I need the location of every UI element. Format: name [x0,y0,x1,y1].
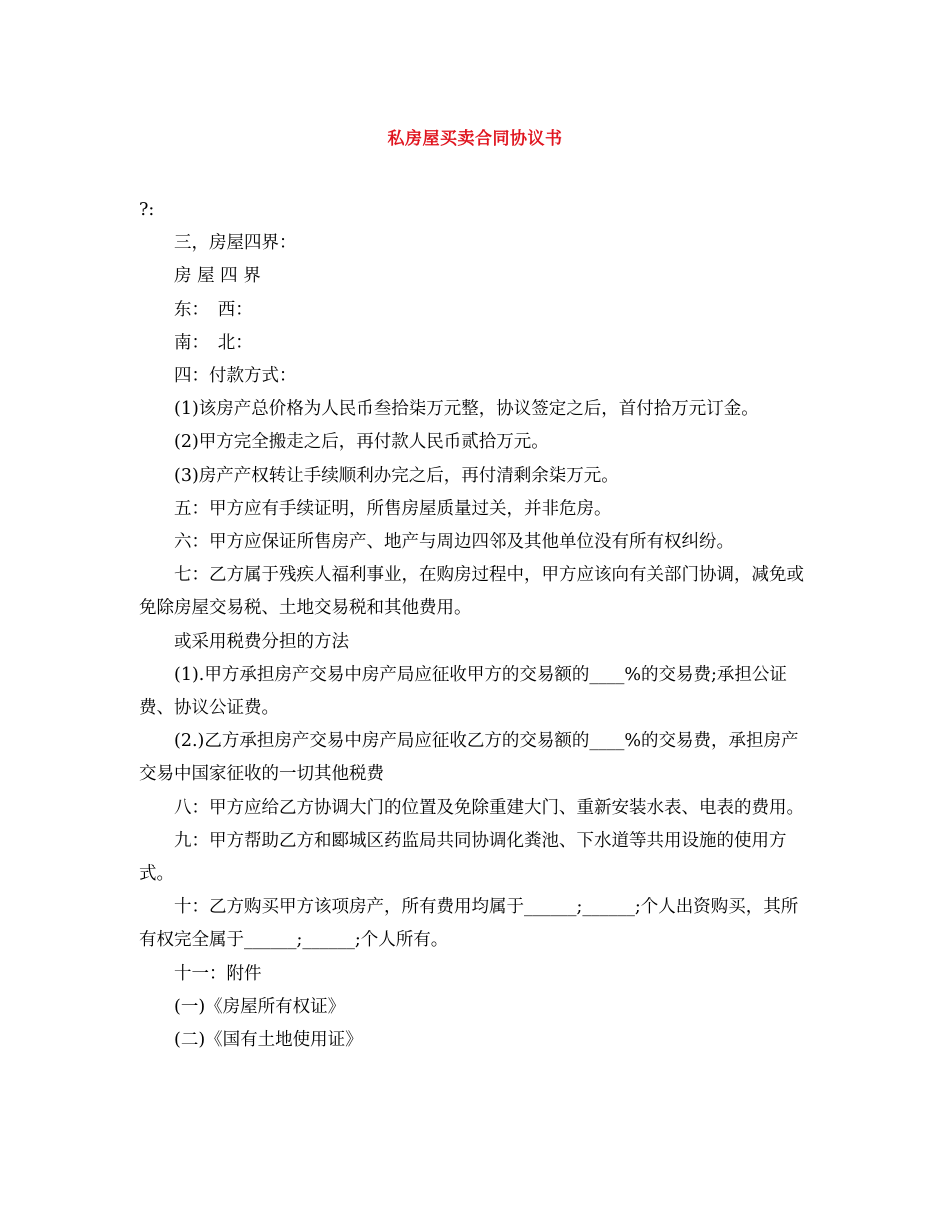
paragraph: 十一：附件 [174,963,262,984]
paragraph: 八：甲方应给乙方协调大门的位置及免除重建大门、重新安装水表、电表的费用。 [174,797,804,818]
document-title: 私房屋买卖合同协议书 [387,129,563,149]
document-body [139,194,815,1057]
paragraph: (1)该房产总价格为人民币叁拾柒万元整，协议签定之后，首付拾万元订金。 [174,399,759,420]
paragraph: 七：乙方属于残疾人福利事业，在购房过程中，甲方应该向有关部门协调，减免或免除房屋交易税、土地交易税和其他费用。 [139,565,804,619]
paragraph: ?: [139,200,155,220]
paragraph: (1).甲方承担房产交易中房产局应征收甲方的交易额的____%的交易费;承担公证费、协议公证费。 [139,664,787,719]
paragraph: 四：付款方式： [174,366,297,387]
paragraph: 房 屋 四 界 [174,266,261,287]
paragraph: (3)房产产权转让手续顺利办完之后，再付清剩余柒万元。 [174,465,619,486]
paragraph: (一)《房屋所有权证》 [174,996,346,1017]
paragraph: 南： 北： [174,332,253,353]
paragraph: 九：甲方帮助乙方和郾城区药监局共同协调化粪池、下水道等共用设施的使用方式。 [139,830,787,885]
paragraph: 东： 西： [174,299,253,320]
paragraph: (二)《国有土地使用证》 [174,1030,363,1051]
paragraph: 或采用税费分担的方法 [174,631,349,652]
paragraph: (2)甲方完全搬走之后，再付款人民币贰拾万元。 [174,432,549,453]
paragraph: (2.)乙方承担房产交易中房产局应征收乙方的交易额的____%的交易费，承担房产交易中国家征收的一切其他税费 [139,731,799,785]
paragraph: 三，房屋四界： [174,233,297,254]
paragraph: 五：甲方应有手续证明，所售房屋质量过关，并非危房。 [174,498,612,519]
paragraph: 十：乙方购买甲方该项房产，所有费用均属于______;______;个人出资购买，其所有权完全属于______;______;个人所有。 [139,897,799,951]
paragraph: 六：甲方应保证所售房产、地产与周边四邻及其他单位没有所有权纠纷。 [174,532,734,553]
